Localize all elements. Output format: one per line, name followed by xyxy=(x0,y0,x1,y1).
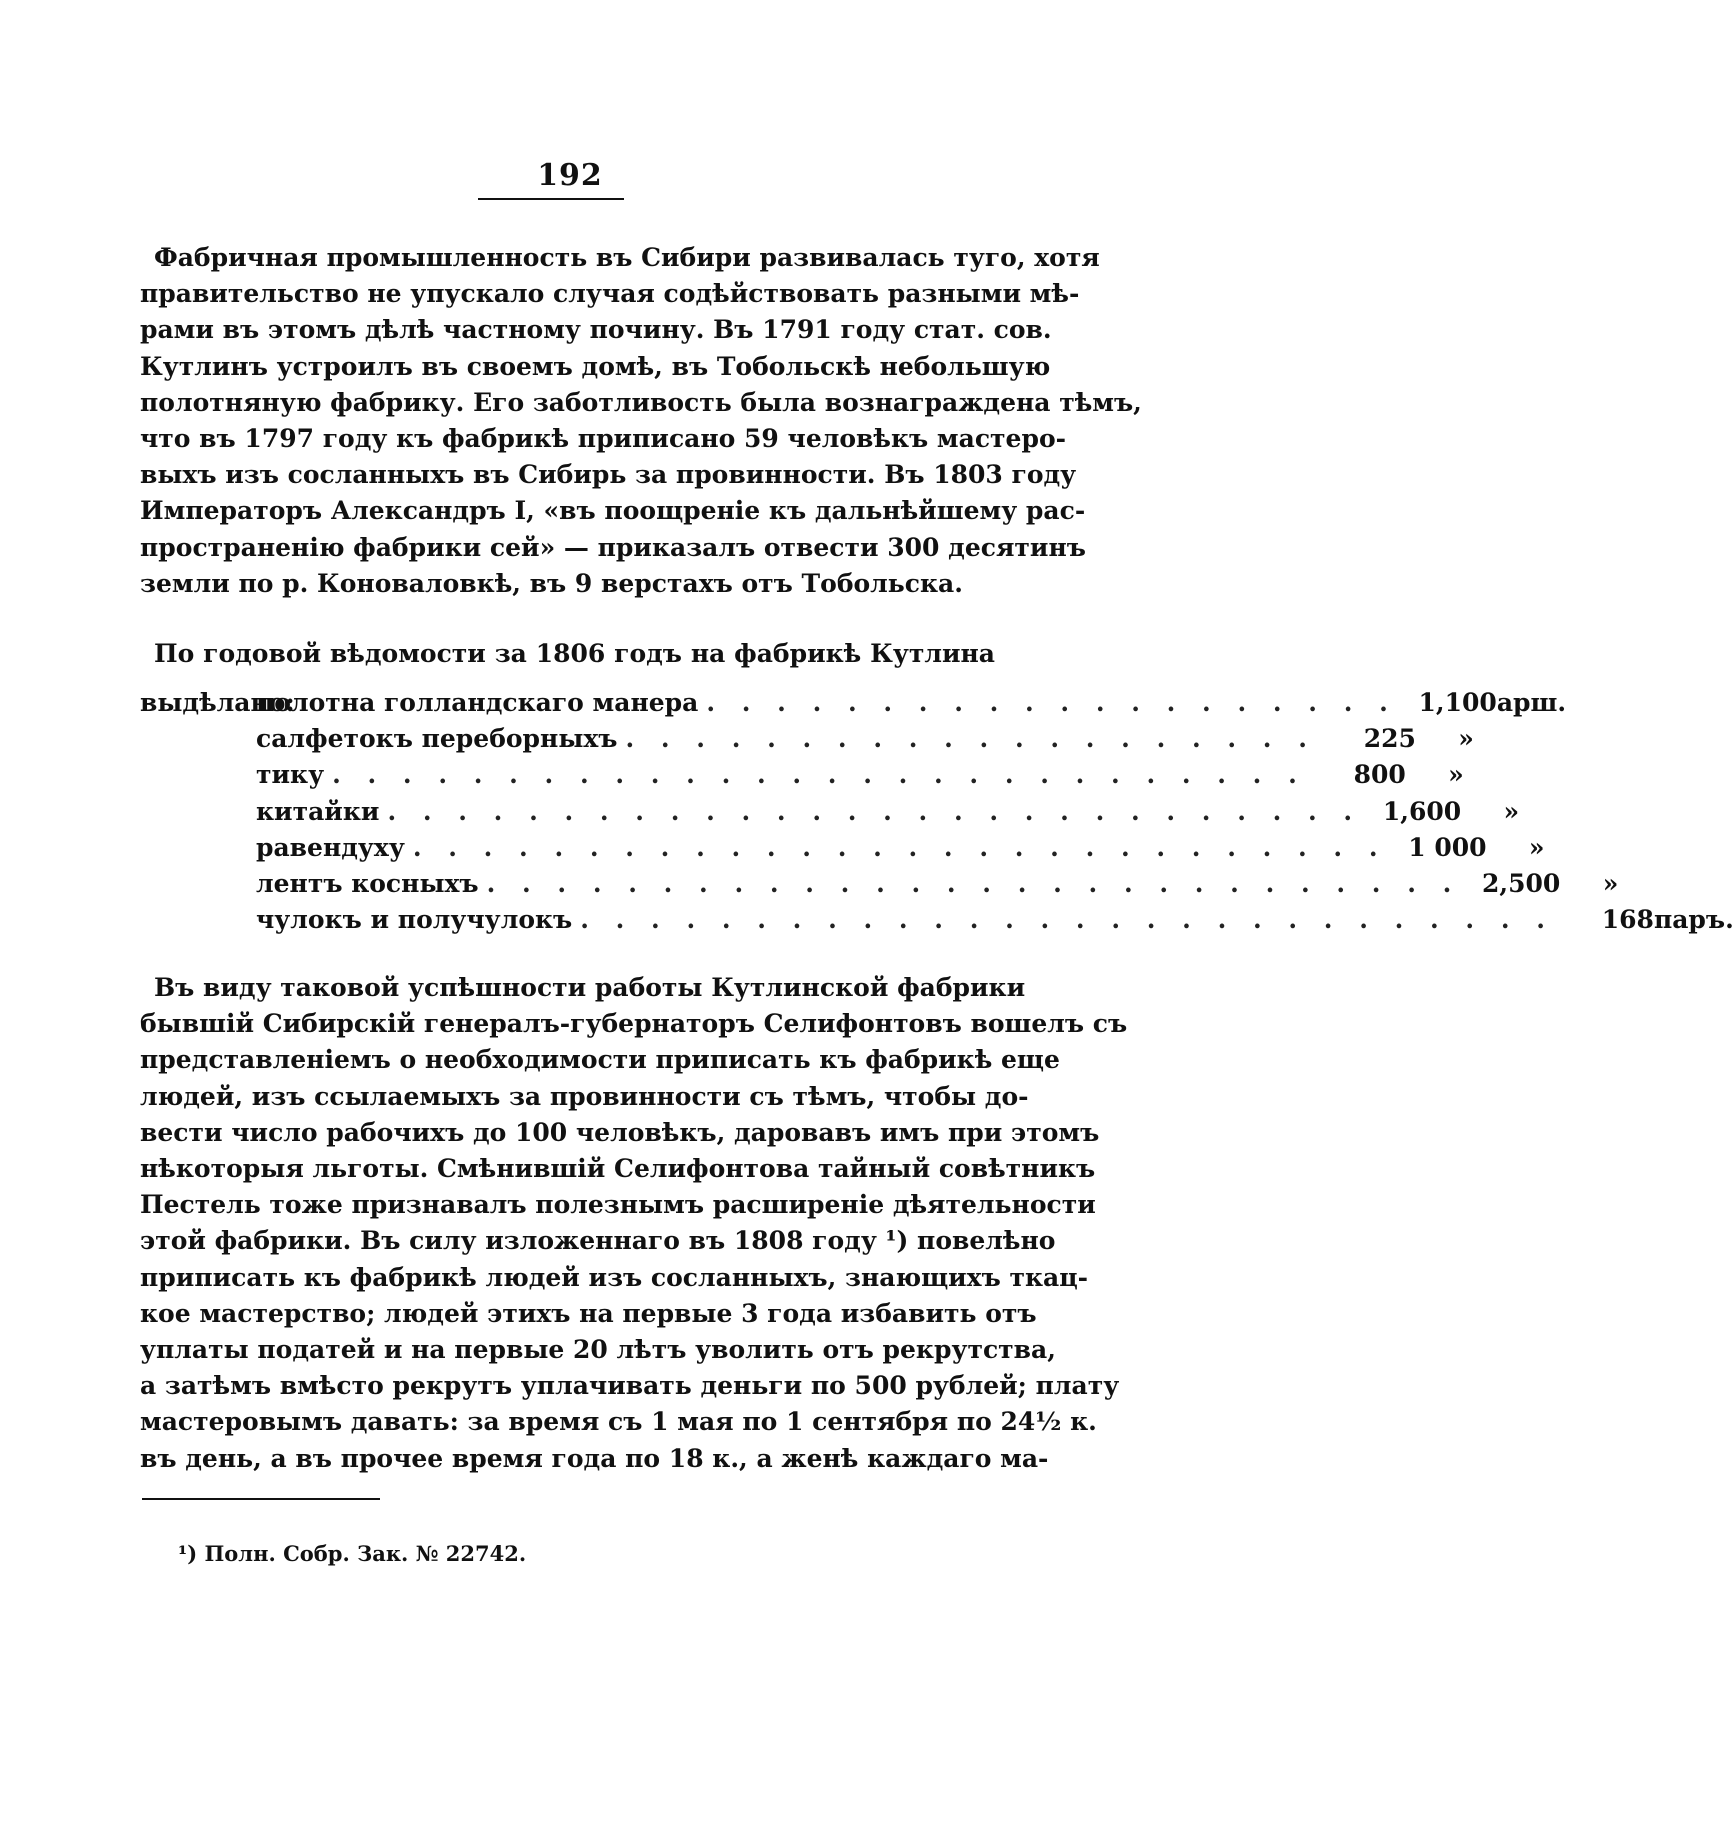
list-lead-label: выдѣлано: xyxy=(140,688,295,717)
text-line: Пестель тоже признавалъ полезнымъ расширеніе дѣятельности xyxy=(140,1190,1096,1220)
list-item xyxy=(140,832,1545,869)
list-item xyxy=(140,760,1464,796)
text-line: этой фабрики. Въ силу изложеннаго въ 1808 году ¹) повелѣно xyxy=(140,1226,1056,1256)
leader-dots: . . . . . . . . . . . . . . . . . . . . xyxy=(706,688,1397,717)
item-name: полотна голландскаго манера xyxy=(256,688,699,717)
paragraph-expansion xyxy=(140,970,1128,1477)
item-name: салфетокъ переборныхъ xyxy=(256,724,618,754)
item-unit: арш. xyxy=(1496,688,1567,717)
item-quantity: 1,100 xyxy=(1418,688,1497,717)
item-quantity: 1,600 xyxy=(1382,796,1462,826)
leader-dots: . . . . . . . . . . . . . . . . . . . . . . . . . . . . xyxy=(412,832,1387,862)
production-intro xyxy=(140,636,995,672)
text-line: По годовой вѣдомости за 1806 годъ на фабрикѣ Кутлина xyxy=(154,639,995,668)
leader-dots: . . . . . . . . . . . . . . . . . . . . xyxy=(625,724,1316,754)
text-line: бывшій Сибирскій генералъ-губернаторъ Селифонтовъ вошелъ съ xyxy=(140,1009,1128,1039)
item-quantity: 800 xyxy=(1353,760,1406,790)
text-line: Въ виду таковой успѣшности работы Кутлинской фабрики xyxy=(154,973,1026,1002)
text-line: мастеровымъ давать: за время съ 1 мая по 1 сентября по 24½ к. xyxy=(140,1407,1097,1437)
list-item xyxy=(140,905,1734,941)
production-list xyxy=(140,688,1734,941)
text-line: представленіемъ о необходимости приписать къ фабрикѣ еще xyxy=(140,1045,1060,1075)
item-name: тику xyxy=(256,760,325,790)
item-name: равендуху xyxy=(256,832,405,862)
text-line: а затѣмъ вмѣсто рекрутъ уплачивать деньги по 500 рублей; плату xyxy=(140,1371,1120,1401)
item-quantity: 1 000 xyxy=(1408,832,1487,862)
item-unit: » xyxy=(1448,760,1464,790)
list-item xyxy=(140,868,1619,905)
leader-dots: . . . . . . . . . . . . . . . . . . . . . . . . . . . . xyxy=(387,796,1362,826)
text-line: нѣкоторыя льготы. Смѣнившій Селифонтова тайный совѣтникъ xyxy=(140,1154,1096,1184)
list-item xyxy=(140,688,1567,724)
page-number-underline xyxy=(478,198,624,200)
page-number: 192 xyxy=(537,158,603,193)
leader-dots: . . . . . . . . . . . . . . . . . . . . . . . . . . . . xyxy=(580,905,1554,935)
text-line: Императоръ Александръ I, «въ поощреніе къ дальнѣйшему рас- xyxy=(140,496,1086,526)
text-line: пространенію фабрики сей» — приказалъ отвести 300 десятинъ xyxy=(140,532,1086,562)
text-line: кое мастерство; людей этихъ на первые 3 года избавить отъ xyxy=(140,1298,1037,1328)
footnote: ¹) Полн. Собр. Зак. № 22742. xyxy=(178,1541,527,1566)
leader-dots: . . . . . . . . . . . . . . . . . . . . . . . . . . . . xyxy=(486,868,1461,898)
footnote-divider xyxy=(142,1498,380,1500)
item-name: китайки xyxy=(256,796,380,826)
item-quantity: 2,500 xyxy=(1482,868,1561,898)
item-unit: » xyxy=(1458,724,1474,754)
text-line: полотняную фабрику. Его заботливость была вознаграждена тѣмъ, xyxy=(140,387,1142,417)
text-line: земли по р. Коноваловкѣ, въ 9 верстахъ отъ Тобольска. xyxy=(140,568,963,598)
text-line: людей, изъ ссылаемыхъ за провинности съ тѣмъ, чтобы до- xyxy=(140,1081,1029,1111)
item-quantity: 168 xyxy=(1601,905,1654,935)
item-unit: » xyxy=(1503,796,1520,826)
text-line: что въ 1797 году къ фабрикѣ приписано 59 человѣкъ мастеро- xyxy=(140,424,1066,454)
item-name: чулокъ и получулокъ xyxy=(256,905,573,935)
text-line: въ день, а въ прочее время года по 18 к., а женѣ каждаго ма- xyxy=(140,1443,1049,1473)
item-name: лентъ косныхъ xyxy=(256,868,479,898)
item-unit: » xyxy=(1528,832,1545,862)
item-unit: паръ. xyxy=(1653,905,1734,935)
text-line: выхъ изъ сосланныхъ въ Сибирь за провинности. Въ 1803 году xyxy=(140,460,1077,490)
text-line: рами въ этомъ дѣлѣ частному почину. Въ 1791 году стат. сов. xyxy=(140,315,1052,345)
text-line: приписать къ фабрикѣ людей изъ сосланныхъ, знающихъ ткац- xyxy=(140,1262,1089,1292)
text-line: вести число рабочихъ до 100 человѣкъ, даровавъ имъ при этомъ xyxy=(140,1117,1100,1147)
leader-dots: . . . . . . . . . . . . . . . . . . . . . . . . . . . . xyxy=(332,760,1306,790)
text-line: Фабричная промышленность въ Сибири развивалась туго, хотя xyxy=(154,243,1100,272)
item-quantity: 225 xyxy=(1363,724,1416,754)
text-line: Кутлинъ устроилъ въ своемъ домѣ, въ Тобольскѣ небольшую xyxy=(140,351,1051,381)
text-line: уплаты податей и на первые 20 лѣтъ уволить отъ рекрутства, xyxy=(140,1335,1056,1365)
text-line: правительство не упускало случая содѣйствовать разными мѣ- xyxy=(140,279,1080,309)
item-unit: » xyxy=(1602,868,1619,898)
list-item xyxy=(140,724,1474,760)
list-item xyxy=(140,796,1520,833)
paragraph-fabric-industry xyxy=(140,240,1142,602)
